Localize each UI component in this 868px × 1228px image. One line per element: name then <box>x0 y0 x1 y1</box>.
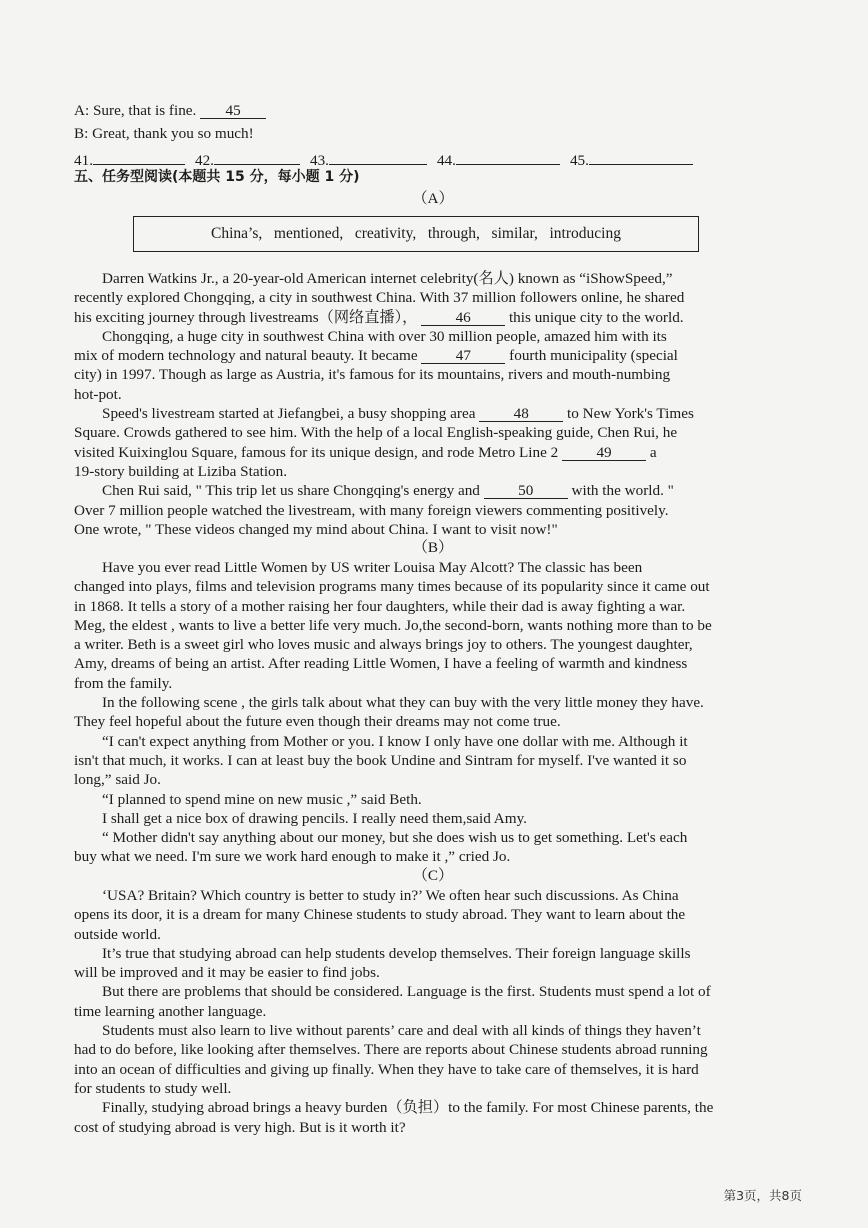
text-line <box>74 404 792 423</box>
text-line <box>74 654 792 673</box>
text-line <box>74 944 792 963</box>
section-title: 五、任务型阅读(本题共 15 分，每小题 1 分) <box>74 169 360 185</box>
word-bank-box <box>133 216 699 252</box>
text-line <box>74 1118 792 1137</box>
text-line <box>74 385 792 404</box>
page-number: 第3页，共8页 <box>723 1188 802 1203</box>
text-line <box>74 1002 792 1021</box>
text-line <box>74 288 792 307</box>
text-line <box>74 1098 792 1117</box>
answer-blank-44[interactable] <box>456 147 560 165</box>
text-line <box>74 520 792 539</box>
line-text: Have you ever read Little Women by US writer Louisa May Alcott? The classic has been <box>102 559 643 576</box>
part-c-label: （C） <box>412 867 454 884</box>
answer-blank-43[interactable] <box>329 147 427 165</box>
answer-label-45: 45. <box>569 152 589 169</box>
answer-row <box>74 147 792 170</box>
text-line <box>74 346 792 365</box>
line-text: for students to study well. <box>74 1079 232 1097</box>
part-b-passage <box>74 558 792 867</box>
dialogue <box>74 101 792 144</box>
answer-blank-48[interactable]: 48 <box>479 404 563 422</box>
answer-blank-47[interactable]: 47 <box>421 346 505 364</box>
line-text: Darren Watkins Jr., a 20-year-old American internet celebrity(名人) known as “iShowSpeed,” <box>102 270 673 287</box>
text-line <box>74 423 792 442</box>
line-text: They feel hopeful about the future even though their dreams may not come true. <box>74 713 561 731</box>
text-line <box>74 693 792 712</box>
text-line <box>74 501 792 520</box>
text-line <box>74 616 792 635</box>
line-text: In the following scene , the girls talk about what they can buy with the very little money they have. <box>102 694 704 712</box>
line-text: isn't that much, it works. I can at least buy the book Undine and Sintram for myself. I've wanted it so <box>74 751 687 769</box>
text-line <box>74 1040 792 1059</box>
text-line <box>74 925 792 944</box>
text-line <box>74 982 792 1001</box>
line-text: “ Mother didn't say anything about our money, but she does wish us to get something. Let's each <box>102 829 688 847</box>
line-text: changed into plays, films and television programs many times because of its popularity since it came out <box>74 578 710 596</box>
line-text: his exciting journey through livestreams（网络直播）， <box>74 308 418 326</box>
answer-blank-41[interactable] <box>93 147 185 165</box>
answer-label-44: 44. <box>436 152 456 169</box>
line-text: Amy, dreams of being an artist. After reading Little Women, I have a feeling of warmth and kindness <box>74 655 688 673</box>
answer-blank-46[interactable]: 46 <box>421 308 505 326</box>
line-text: cost of studying abroad is very high. But is it worth it? <box>74 1118 406 1136</box>
text-line <box>74 597 792 616</box>
line-text: visited Kuixinglou Square, famous for its unique design, and rode Metro Line 2 <box>74 443 559 461</box>
line-text: city) in 1997. Though as large as Austria, it's famous for its mountains, rivers and mouth-numbing <box>74 366 671 384</box>
line-text: outside world. <box>74 925 161 943</box>
part-b-label: （B） <box>412 539 454 556</box>
line-text: Over 7 million people watched the livestream, with many foreign viewers commenting positively. <box>74 501 669 519</box>
line-text: long,” said Jo. <box>74 771 161 789</box>
line-text: Finally, studying abroad brings a heavy burden（负担）to the family. For most Chinese parents, the <box>102 1099 714 1117</box>
text-line <box>74 1079 792 1098</box>
line-text: “I can't expect anything from Mother or you. I know I only have one dollar with me. Although it <box>102 732 688 750</box>
answer-blank-45[interactable] <box>589 147 693 165</box>
line-text: had to do before, like looking after themselves. There are reports about Chinese students abroad running <box>74 1041 708 1059</box>
line-text-after-blank: this unique city to the world. <box>508 308 684 326</box>
text-line <box>74 751 792 770</box>
text-line <box>74 308 792 327</box>
line-text: mix of modern technology and natural beauty. It became <box>74 347 418 365</box>
line-text: But there are problems that should be considered. Language is the first. Students must spend a lot of <box>102 983 711 1001</box>
line-text-after-blank: fourth municipality (special <box>509 347 678 365</box>
text-line <box>74 712 792 731</box>
dialogue-line-a <box>74 101 792 120</box>
line-text: will be improved and it may be easier to find jobs. <box>74 964 380 982</box>
text-line <box>74 905 792 924</box>
answer-label-42: 42. <box>194 152 214 169</box>
text-line <box>74 732 792 751</box>
line-text: “I planned to spend mine on new music ,” said Beth. <box>102 790 422 808</box>
line-text: Speed's livestream started at Jiefangbei, a busy shopping area <box>102 405 476 423</box>
text-line <box>74 963 792 982</box>
text-line <box>74 462 792 481</box>
text-line <box>74 674 792 693</box>
answer-blank-42[interactable] <box>214 147 300 165</box>
answer-blank-49[interactable]: 49 <box>562 443 646 461</box>
text-line <box>74 269 792 288</box>
text-line <box>74 577 792 596</box>
answer-blank-50[interactable]: 50 <box>484 481 568 499</box>
text-line <box>74 847 792 866</box>
text-line <box>74 1021 792 1040</box>
line-text: 19-story building at Liziba Station. <box>74 462 288 480</box>
line-text-after-blank: to New York's Times <box>567 405 694 423</box>
text-line <box>74 886 792 905</box>
line-text: I shall get a nice box of drawing pencils. I really need them,said Amy. <box>102 809 527 827</box>
dialogue-line-b: B: Great, thank you so much! <box>74 125 254 143</box>
line-text: Chen Rui said, " This trip let us share Chongqing's energy and <box>102 482 480 500</box>
line-text: hot-pot. <box>74 385 122 403</box>
text-line <box>74 365 792 384</box>
line-text: time learning another language. <box>74 1002 267 1020</box>
text-line <box>74 327 792 346</box>
text-line <box>74 443 792 462</box>
answer-blank-45-inline: 45 <box>200 101 266 119</box>
line-text: from the family. <box>74 674 173 692</box>
part-a-label: （A） <box>412 190 454 207</box>
line-text: It’s true that studying abroad can help students develop themselves. Their foreign language skills <box>102 944 691 962</box>
text-line <box>74 1060 792 1079</box>
line-text: ‘USA? Britain? Which country is better to study in?’ We often hear such discussions. As China <box>102 887 679 904</box>
text-line <box>74 558 792 577</box>
line-text: Meg, the eldest , wants to live a better life very much. Jo,the second-born, wants nothing more than to be <box>74 616 712 634</box>
line-text-after-blank: a <box>649 443 657 461</box>
line-text: in 1868. It tells a story of a mother raising her four daughters, while their dad is away fighting a war. <box>74 597 686 615</box>
word-bank-text: China’s, mentioned, creativity, through, similar, introducing <box>211 225 621 242</box>
line-text: opens its door, it is a dream for many Chinese students to study abroad. They want to learn about the <box>74 906 686 924</box>
dialogue-line-a-text: A: Sure, that is fine. <box>74 102 197 119</box>
line-text: Square. Crowds gathered to see him. With the help of a local English-speaking guide, Chen Rui, he <box>74 424 678 442</box>
answer-label-41: 41. <box>74 152 93 169</box>
text-line <box>74 828 792 847</box>
answer-label-43: 43. <box>309 152 329 169</box>
line-text: Students must also learn to live without parents’ care and deal with all kinds of things they haven’t <box>102 1022 701 1040</box>
line-text: One wrote, " These videos changed my mind about China. I want to visit now!" <box>74 520 558 538</box>
line-text-after-blank: with the world. " <box>571 482 674 500</box>
line-text: recently explored Chongqing, a city in southwest China. With 37 million followers online, he shared <box>74 289 685 307</box>
text-line <box>74 481 792 500</box>
text-line <box>74 790 792 809</box>
text-line <box>74 809 792 828</box>
line-text: Chongqing, a huge city in southwest China with over 30 million people, amazed him with its <box>102 327 667 345</box>
part-a-passage <box>74 269 792 539</box>
line-text: a writer. Beth is a sweet girl who loves music and always brings joy to others. The youngest daughter, <box>74 636 693 654</box>
line-text: buy what we need. I'm sure we work hard enough to make it ,” cried Jo. <box>74 848 511 866</box>
text-line <box>74 770 792 789</box>
part-c-passage <box>74 886 792 1137</box>
text-line <box>74 635 792 654</box>
line-text: into an ocean of difficulties and giving up finally. When they have to take care of themselves, it is hard <box>74 1060 699 1078</box>
